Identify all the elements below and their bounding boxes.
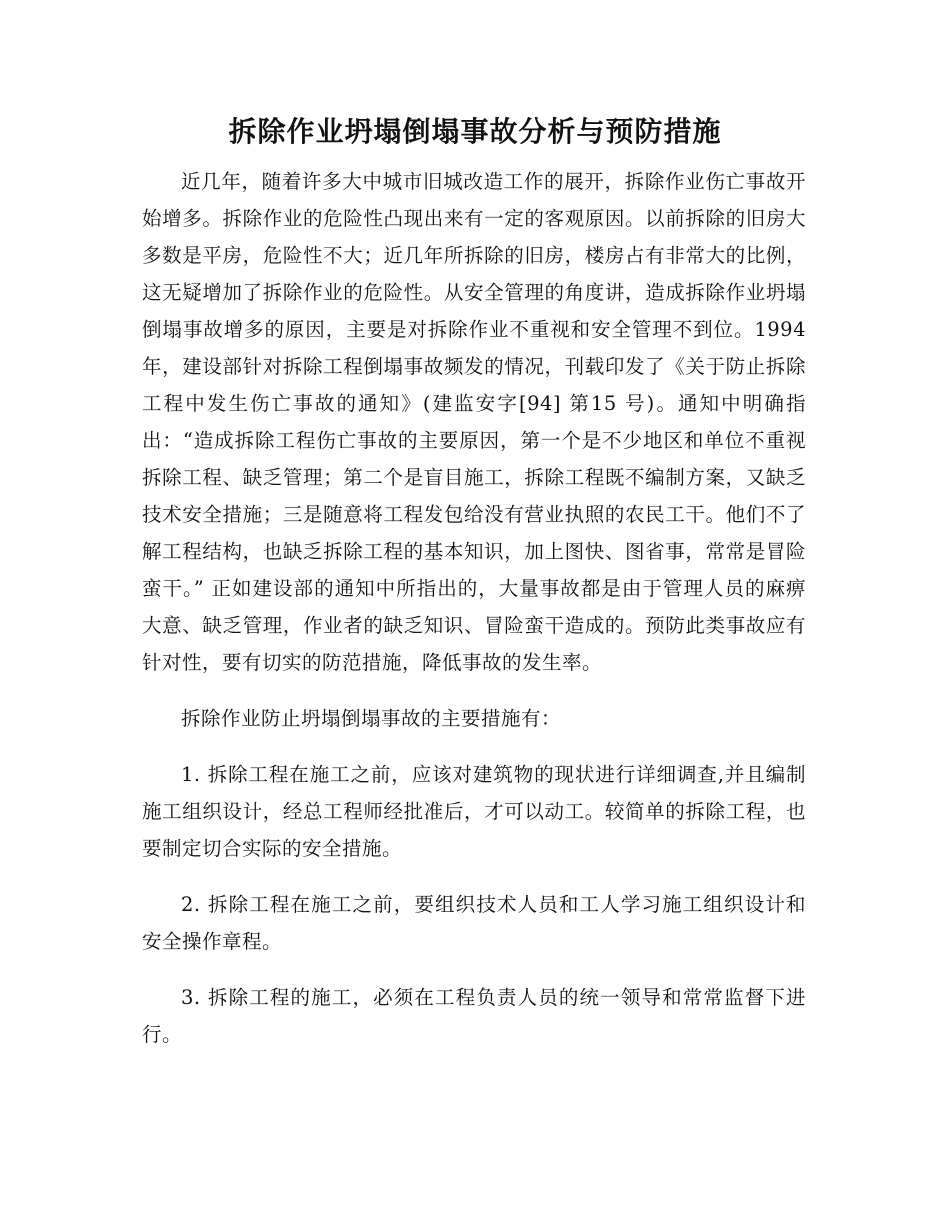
paragraph-measures-heading: 拆除作业防止坍塌倒塌事故的主要措施有： xyxy=(181,707,562,730)
paragraph-measure-1: 1. 拆除工程在施工之前，应该对建筑物的现状进行详细调查,并且编制施工组织设计，经总工程师经批准后，才可以动工。较简单的拆除工程，也要制定切合实际的安全措施。 xyxy=(142,763,806,860)
paragraph-measure-3: 3. 拆除工程的施工，必须在工程负责人员的统一领导和常常监督下进行。 xyxy=(142,986,806,1046)
document-body xyxy=(142,163,806,1053)
paragraph-measure-2: 2. 拆除工程在施工之前，要组织技术人员和工人学习施工组织设计和安全操作章程。 xyxy=(142,893,806,953)
paragraph-intro: 近几年，随着许多大中城市旧城改造工作的展开，拆除作业伤亡事故开始增多。拆除作业的危险性凸现出来有一定的客观原因。以前拆除的旧房大多数是平房，危险性不大；近几年所拆除的旧房，楼房占有非常大的比例，这无疑增加了拆除作业的危险性。从安全管理的角度讲，造成拆除作业坍塌倒塌事故增多的原因，主要是对拆除作业不重视和安全管理不到位。1994 年，建设部针对拆除工程倒塌事故频发的情况，刊载印发了《关于防止拆除工程中发生伤亡事故的通知》(建监安字[94] 第15 号)。通知中明确指出：“造成拆除工程伤亡事故的主要原因，第一个是不少地区和单位不重视拆除工程、缺乏管理；第二个是盲目施工，拆除工程既不编制方案，又缺乏技术安全措施；三是随意将工程发包给没有营业执照的农民工干。他们不了解工程结构，也缺乏拆除工程的基本知识，加上图快、图省事，常常是冒险蛮干。” 正如建设部的通知中所指出的，大量事故都是由于管理人员的麻痹大意、缺乏管理，作业者的缺乏知识、冒险蛮干造成的。预防此类事故应有针对性，要有切实的防范措施，降低事故的发生率。 xyxy=(142,170,806,674)
document-title: 拆除作业坍塌倒塌事故分析与预防措施 xyxy=(228,115,722,148)
